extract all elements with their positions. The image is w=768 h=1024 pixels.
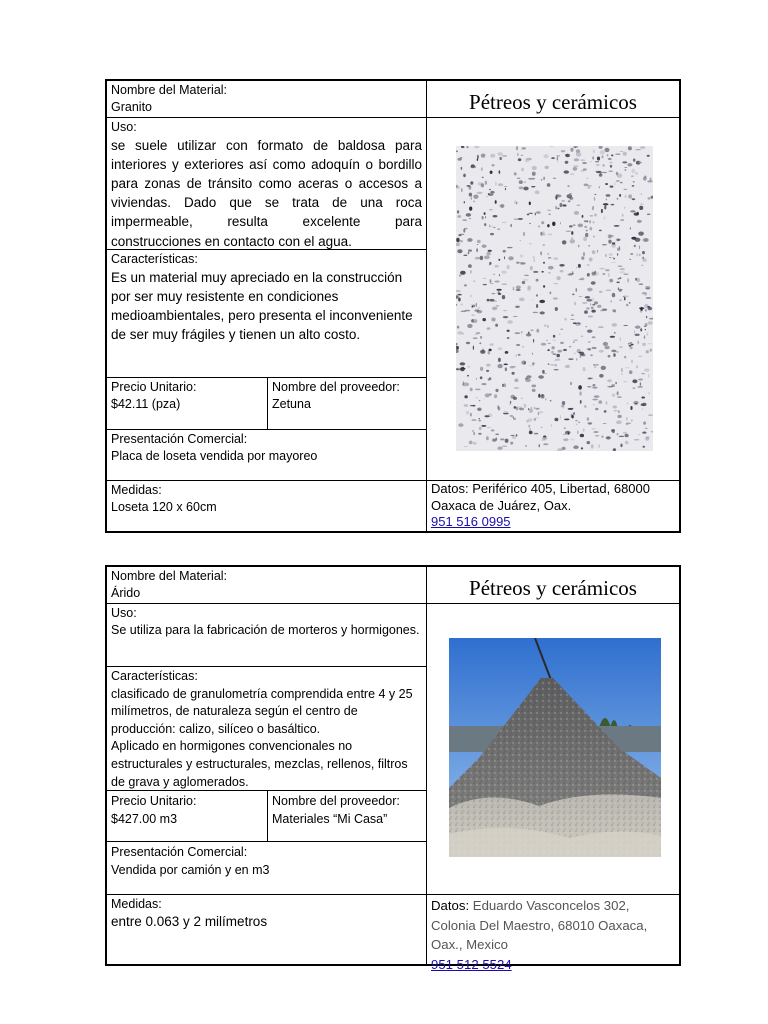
proveedor-value: Materiales “Mi Casa” xyxy=(272,812,388,826)
uso-text: se suele utilizar con formato de baldosa para interiores y exteriores así como adoquín o bordillo para zonas de tránsito como aceras o accesos a viviendas. Dado que se trata de una roca impermeable, resulta excelente para construcciones en contacto con el agua. xyxy=(111,137,422,249)
precio-value: $427.00 m3 xyxy=(111,812,178,826)
uso-cell xyxy=(107,117,426,249)
phone-link[interactable]: 951 516 0995 xyxy=(431,514,511,529)
datos-label: Datos: xyxy=(431,481,469,496)
presentacion-cell xyxy=(107,841,426,894)
presentacion-value: Placa de loseta vendida por mayoreo xyxy=(111,448,318,463)
precio-label: Precio Unitario: xyxy=(111,794,197,808)
proveedor-cell xyxy=(267,790,426,841)
precio-cell xyxy=(107,377,267,429)
datos-address: Periférico 405, Libertad, 68000 Oaxaca de Juárez, Oax. xyxy=(431,481,650,513)
medidas-value: entre 0.063 y 2 milímetros xyxy=(111,913,268,929)
medidas-label: Medidas: xyxy=(111,483,162,497)
medidas-value: Loseta 120 x 60cm xyxy=(111,499,217,514)
image-cell xyxy=(426,603,679,894)
presentacion-cell xyxy=(107,429,426,480)
proveedor-value: Zetuna xyxy=(272,396,311,411)
uso-text: Se utiliza para la fabricación de morteros y hormigones. xyxy=(111,622,420,637)
category-title: Pétreos y cerámicos xyxy=(426,567,679,603)
caracteristicas-line-5: estructurales y estructurales, mezclas, rellenos, filtros xyxy=(111,756,408,771)
caracteristicas-line-4: Aplicado en hormigones convencionales no xyxy=(111,739,353,754)
granite-texture xyxy=(456,146,653,451)
material-name-cell xyxy=(107,567,426,603)
proveedor-label: Nombre del proveedor: xyxy=(272,380,400,394)
proveedor-label: Nombre del proveedor: xyxy=(272,794,400,808)
category-title: Pétreos y cerámicos xyxy=(426,81,679,117)
proveedor-cell xyxy=(267,377,426,429)
image-cell xyxy=(426,117,679,480)
granite-slab-photo xyxy=(456,146,653,451)
uso-label: Uso: xyxy=(111,606,137,620)
caracteristicas-line-2: milímetros, de naturaleza según el centro de xyxy=(111,704,358,719)
datos-address: Eduardo Vasconcelos 302, Colonia Del Maestro, 68010 Oaxaca, Oax., Mexico xyxy=(431,898,648,952)
caracteristicas-line-6: de grava y aglomerados. xyxy=(111,774,249,789)
datos-cell xyxy=(426,480,679,531)
material-name: Árido xyxy=(111,585,141,600)
material-name-label: Nombre del Material: xyxy=(111,569,228,583)
material-card-granito xyxy=(105,79,681,533)
material-card-arido xyxy=(105,565,681,972)
datos-label: Datos: xyxy=(431,898,470,913)
caracteristicas-line-1: clasificado de granulometría comprendida entre 4 y 25 xyxy=(111,686,413,701)
material-name: Granito xyxy=(111,99,152,114)
medidas-label: Medidas: xyxy=(111,897,162,911)
caracteristicas-cell xyxy=(107,666,426,790)
material-name-cell xyxy=(107,81,426,117)
medidas-cell xyxy=(107,480,426,531)
presentacion-label: Presentación Comercial: xyxy=(111,845,248,859)
precio-label: Precio Unitario: xyxy=(111,380,197,394)
caracteristicas-label: Características: xyxy=(111,669,198,683)
presentacion-label: Presentación Comercial: xyxy=(111,432,248,446)
gravel-pile-photo xyxy=(449,638,661,857)
caracteristicas-label: Características: xyxy=(111,252,198,266)
presentacion-value: Vendida por camión y en m3 xyxy=(111,863,270,877)
caracteristicas-text: Es un material muy apreciado en la construcción por ser muy resistente en condiciones medioambientales, pero presenta el inconveniente de ser muy frágiles y tienen un alto costo. xyxy=(111,269,413,343)
medidas-cell xyxy=(107,894,426,964)
datos-cell xyxy=(426,894,679,972)
precio-value: $42.11 (pza) xyxy=(111,396,181,411)
caracteristicas-cell xyxy=(107,249,426,377)
precio-cell xyxy=(107,790,267,841)
caracteristicas-line-3: producción: calizo, silíceo o basáltico. xyxy=(111,721,321,736)
uso-cell xyxy=(107,603,426,666)
uso-label: Uso: xyxy=(111,120,137,134)
material-name-label: Nombre del Material: xyxy=(111,83,228,97)
phone-link[interactable]: 951 512 5524 xyxy=(431,956,512,972)
gravel-pile-illustration xyxy=(449,638,661,857)
